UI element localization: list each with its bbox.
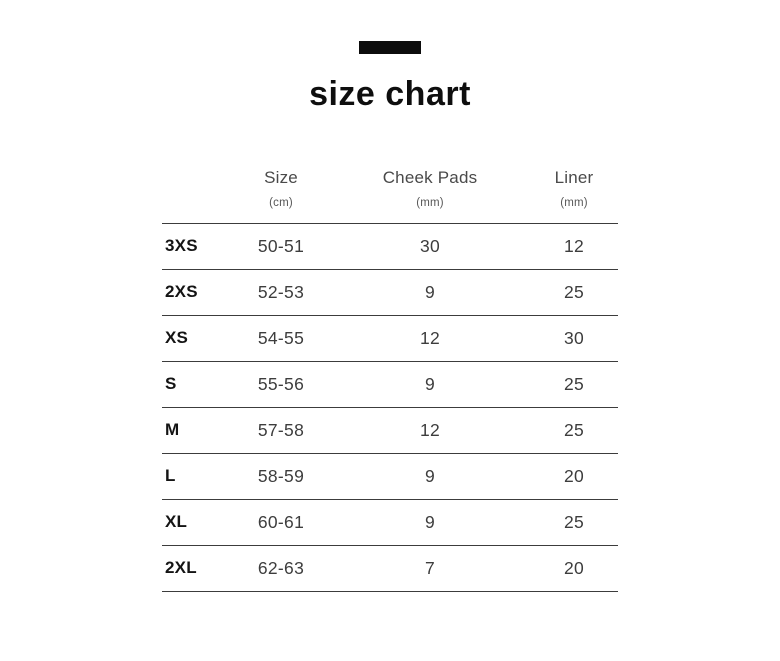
table-row [162, 269, 618, 315]
size-cm-cell: 52-53 [257, 281, 305, 302]
table-row [162, 407, 618, 453]
cheek-pads-mm-cell: 30 [419, 235, 441, 256]
size-label-cell: 2XS [165, 282, 198, 302]
column-header-liner-label: Liner [554, 167, 594, 187]
size-label-cell: M [165, 420, 180, 440]
liner-mm-cell: 25 [563, 373, 585, 394]
size-label-cell: XL [165, 512, 188, 532]
table-row [162, 545, 618, 591]
size-label-cell: 2XL [165, 558, 197, 578]
size-label-cell: 3XS [165, 236, 198, 256]
column-header-cheek-pads-unit: (mm) [416, 196, 444, 209]
table-row [162, 361, 618, 407]
liner-mm-cell: 25 [563, 419, 585, 440]
size-cm-cell: 62-63 [257, 557, 305, 578]
size-label-cell: S [165, 374, 177, 394]
liner-mm-cell: 20 [563, 557, 585, 578]
size-cm-cell: 57-58 [257, 419, 305, 440]
cheek-pads-mm-cell: 7 [424, 557, 436, 578]
size-cm-cell: 55-56 [257, 373, 305, 394]
size-cm-cell: 50-51 [257, 235, 305, 256]
page-title: size chart [309, 75, 471, 113]
table-row [162, 223, 618, 269]
column-header-liner-unit: (mm) [560, 196, 588, 209]
size-chart-table [162, 160, 618, 592]
liner-mm-cell: 30 [563, 327, 585, 348]
size-label-cell: XS [165, 328, 189, 348]
cheek-pads-mm-cell: 12 [419, 327, 441, 348]
cheek-pads-mm-cell: 9 [424, 465, 436, 486]
size-label-cell: L [165, 466, 176, 486]
title-accent-bar [359, 41, 421, 54]
column-header-cheek-pads [330, 160, 530, 224]
table-body [162, 223, 618, 591]
table-row [162, 453, 618, 499]
cheek-pads-mm-cell: 12 [419, 419, 441, 440]
liner-mm-cell: 25 [563, 511, 585, 532]
liner-mm-cell: 25 [563, 281, 585, 302]
table-row [162, 315, 618, 361]
column-header-cheek-pads-label: Cheek Pads [382, 167, 478, 187]
table-row [162, 499, 618, 545]
table-header [162, 160, 618, 224]
column-header-empty [162, 160, 232, 224]
column-header-size-unit: (cm) [269, 196, 293, 209]
column-header-liner [530, 160, 618, 224]
size-cm-cell: 60-61 [257, 511, 305, 532]
column-header-size [232, 160, 330, 224]
cheek-pads-mm-cell: 9 [424, 511, 436, 532]
liner-mm-cell: 20 [563, 465, 585, 486]
size-cm-cell: 58-59 [257, 465, 305, 486]
liner-mm-cell: 12 [563, 235, 585, 256]
size-cm-cell: 54-55 [257, 327, 305, 348]
column-header-size-label: Size [264, 167, 298, 187]
cheek-pads-mm-cell: 9 [424, 281, 436, 302]
cheek-pads-mm-cell: 9 [424, 373, 436, 394]
